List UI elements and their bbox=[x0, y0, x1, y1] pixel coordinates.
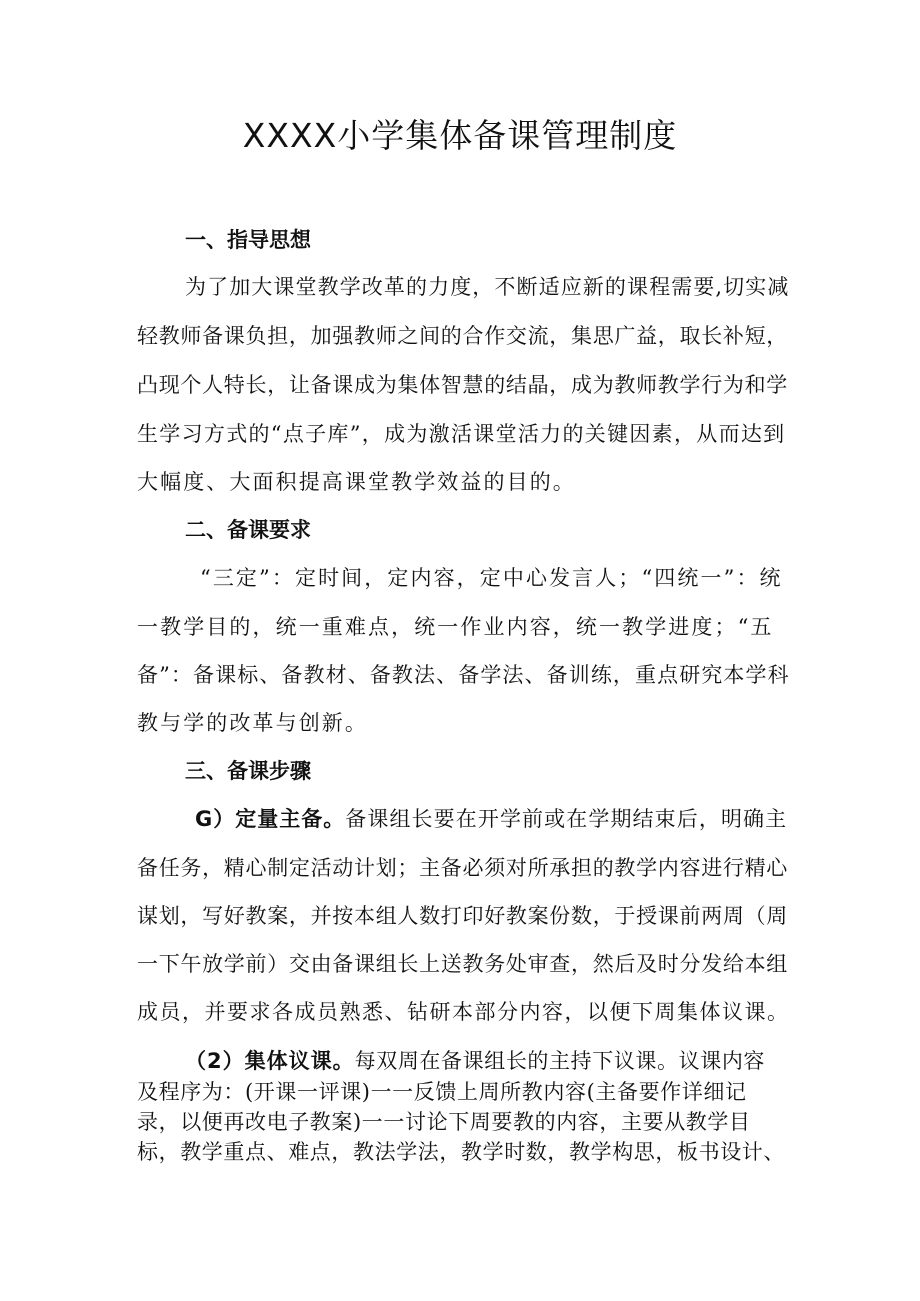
step-item-first-line bbox=[195, 804, 787, 834]
paragraph-line: 及程序为：(开课一评课)一一反馈上周所教内容(主备要作详细记 bbox=[137, 1080, 747, 1104]
section-heading-steps: 三、备课步骤 bbox=[185, 759, 311, 783]
section-heading-guiding-thought: 一、指导思想 bbox=[185, 228, 311, 252]
document-title: XXXX小学集体备课管理制度 bbox=[242, 116, 678, 155]
paragraph-line: 轻教师备课负担，加强教师之间的合作交流，集思广益，取长补短， bbox=[137, 324, 788, 348]
paragraph-line: 标，教学重点、难点，教法学法，教学时数，教学构思，板书设计、 bbox=[137, 1140, 785, 1164]
paragraph-line: 成员，并要求各成员熟悉、钻研本部分内容，以便下周集体议课。 bbox=[137, 1000, 790, 1024]
paragraph-line: 备任务，精心制定活动计划；主备必须对所承担的教学内容进行精心 bbox=[137, 856, 788, 880]
paragraph-line: 备”：备课标、备教材、备教法、备学法、备训练，重点研究本学科 bbox=[137, 663, 790, 687]
paragraph-line: 为了加大课堂教学改革的力度，不断适应新的课程需要,切实减 bbox=[185, 275, 790, 299]
paragraph-line: 生学习方式的“点子库”，成为激活课堂活力的关键因素，从而达到 bbox=[137, 422, 786, 446]
paragraph-line: “三定”：定时间，定内容，定中心发言人；“四统一”：统 bbox=[200, 566, 783, 590]
paragraph-line: 大幅度、大面积提高课堂教学效益的目的。 bbox=[137, 470, 576, 494]
section-heading-requirements: 二、备课要求 bbox=[185, 518, 311, 542]
paragraph-line: 凸现个人特长，让备课成为集体智慧的结晶，成为教师教学行为和学 bbox=[137, 373, 788, 397]
paragraph-line: 谋划，写好教案，并按本组人数打印好教案份数，于授课前两周（周 bbox=[137, 904, 788, 928]
step-text: 备课组长要在开学前或在学期结束后，明确主 bbox=[345, 807, 788, 831]
paragraph-line: 一教学目的，统一重难点，统一作业内容，统一教学进度；“五 bbox=[137, 615, 774, 639]
step-item-first-line bbox=[185, 1046, 765, 1076]
step-label: G）定量主备。 bbox=[195, 807, 346, 831]
paragraph-line: 录，以便再改电子教案)一一讨论下周要教的内容，主要从教学目 bbox=[137, 1110, 751, 1134]
paragraph-line: 一下午放学前）交由备课组长上送教务处审查，然后及时分发给本组 bbox=[137, 952, 788, 976]
step-label: （2）集体议课。 bbox=[185, 1049, 355, 1073]
step-text: 每双周在备课组长的主持下议课。议课内容 bbox=[354, 1049, 766, 1073]
paragraph-line: 教与学的改革与创新。 bbox=[137, 711, 368, 735]
